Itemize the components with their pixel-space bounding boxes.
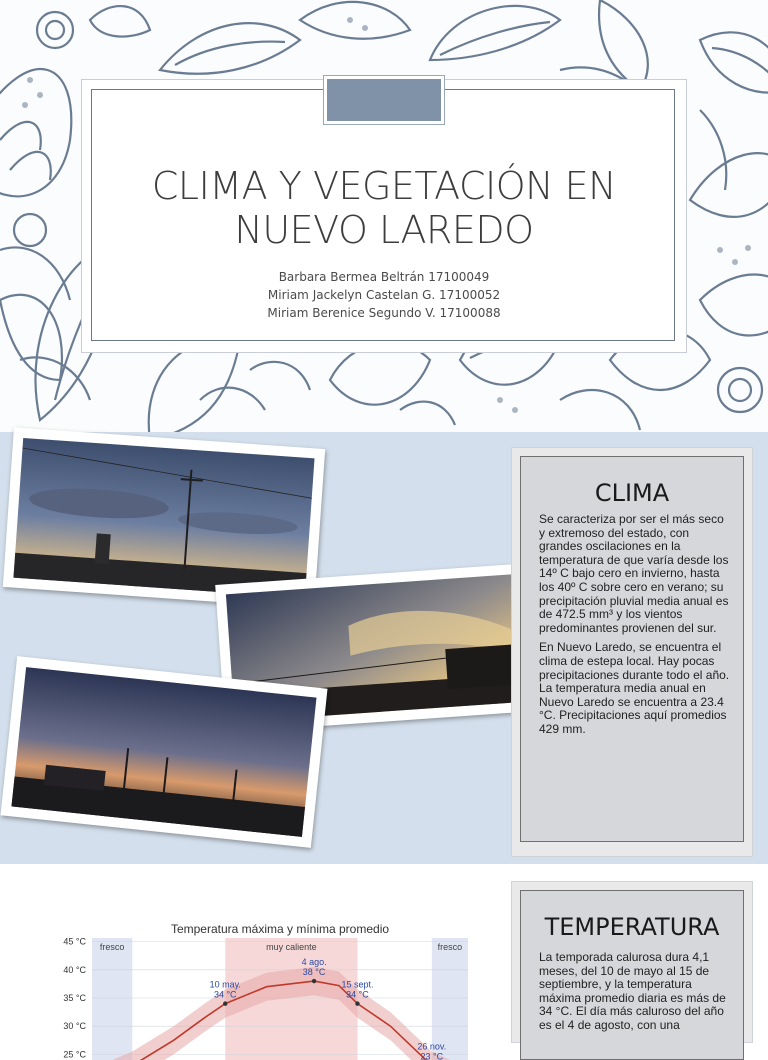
band-label-0: fresco [99, 942, 125, 952]
annotation-point-1 [355, 1001, 359, 1005]
temperatura-body [539, 951, 731, 1039]
chart-title: Temperatura máxima y mínima promedio [170, 922, 390, 936]
title-line-2: NUEVO LAREDO [234, 208, 534, 252]
band-label-1: muy caliente [266, 942, 317, 952]
clima-body [539, 513, 731, 743]
clima-paragraph-1: Se caracteriza por ser el más seco y extremoso del estado, con grandes oscilaciones en la temperatura de que varía desde los 14º C bajo cero en invierno, hasta los 40º C sobre cero en verano; su precipitación pluvial media anual es de 472.5 mm³ y los vientos predominantes provienen del sur. [539, 512, 729, 635]
annotation-value-0: 34 °C [213, 989, 237, 1000]
annotation-value-1: 34 °C [346, 989, 369, 1000]
photo-3-image [11, 667, 316, 837]
title-card-tab [324, 76, 444, 124]
clima-paragraph-2: En Nuevo Laredo, se encuentra el clima de estepa local. Hay pocas precipitaciones durante todo el año. La temperatura media anual en Nuevo Laredo se encuentra a 23.4 °C. Precipitaciones aquí promedios 429 mm. [539, 640, 730, 736]
presentation-title [82, 164, 686, 252]
band-label-2: fresco [437, 942, 463, 952]
clima-slide [0, 432, 768, 864]
temperatura-panel-inner [520, 890, 744, 1060]
author-3: Miriam Berenice Segundo V. 17100088 [267, 306, 501, 320]
y-tick-1: 40 °C [63, 964, 86, 975]
clima-panel-inner [520, 456, 744, 842]
annotation-value-2: 38 °C [302, 967, 326, 978]
title-line-1: CLIMA Y VEGETACIÓN EN [151, 164, 617, 208]
annotation-date-0: 10 may. [209, 979, 241, 990]
title-card [82, 80, 686, 352]
clima-text-panel [512, 448, 752, 856]
y-tick-4: 25 °C [63, 1049, 86, 1060]
photo-1-image [13, 438, 314, 598]
annotation-value-3: 23 °C [420, 1051, 444, 1060]
authors-list [82, 268, 686, 322]
annotation-date-2: 4 ago. [301, 957, 327, 968]
title-slide [0, 0, 768, 432]
temperatura-slide [0, 864, 768, 1060]
annotation-date-3: 26 nov. [417, 1041, 447, 1052]
annotation-date-1: 15 sept. [341, 979, 374, 990]
temperatura-text-panel [512, 882, 752, 1042]
y-tick-2: 35 °C [63, 993, 86, 1003]
y-tick-0: 45 °C [63, 936, 86, 947]
band-0 [92, 938, 132, 1060]
annotation-point-2 [312, 979, 316, 983]
temperatura-paragraph: La temporada calurosa dura 4,1 meses, del 10 de mayo al 15 de septiembre, y la temperatura máxima promedio diaria es más de 34 °C. El día más caluroso del año es el 4 de agosto, con una [539, 950, 726, 1032]
temperature-chart [0, 864, 500, 1060]
clima-heading: CLIMA [594, 479, 670, 507]
author-1: Barbara Bermea Beltrán 17100049 [278, 270, 490, 284]
author-2: Miriam Jackelyn Castelan G. 17100052 [267, 288, 501, 302]
temperatura-heading: TEMPERATURA [544, 913, 720, 941]
annotation-point-0 [223, 1001, 227, 1005]
y-tick-3: 30 °C [63, 1021, 86, 1032]
sunset-photo-3 [0, 656, 327, 848]
